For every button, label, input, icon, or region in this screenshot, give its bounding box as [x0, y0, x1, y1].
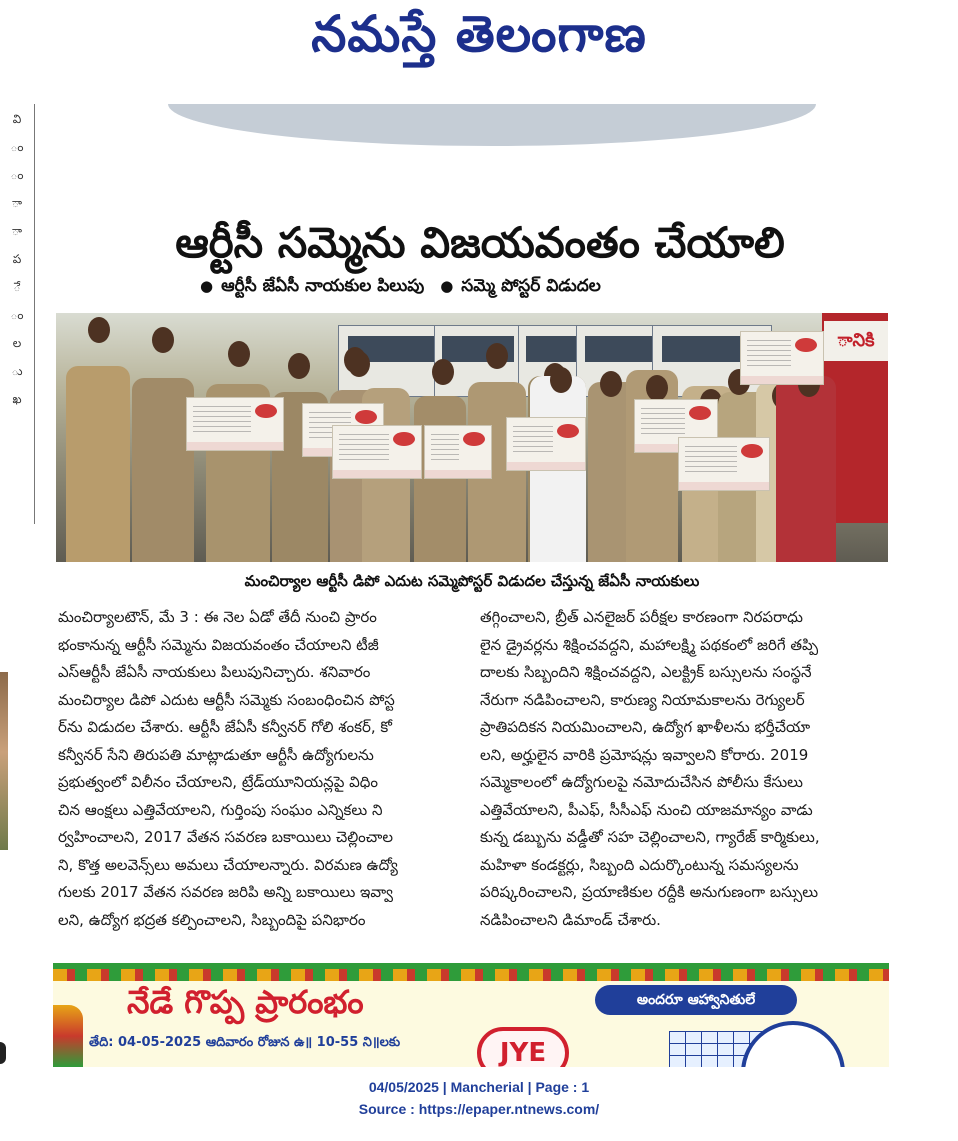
fragment-char: ం: [10, 168, 24, 182]
strike-poster: [740, 331, 824, 385]
person-figure: [132, 378, 194, 562]
strike-poster: [186, 397, 284, 451]
adjacent-dot-fragment: [0, 1042, 6, 1064]
person-head: [228, 341, 250, 367]
article-column-2: [480, 604, 890, 934]
fragment-char: ం: [10, 308, 24, 322]
strike-poster: [424, 425, 492, 479]
strike-poster: [332, 425, 422, 479]
article-column-1: [58, 604, 468, 934]
person-head: [344, 347, 366, 373]
news-photo: [56, 313, 888, 562]
subhead-item: ● సమ్మె పోస్టర్ విడుదల: [440, 276, 601, 300]
footer-source-link[interactable]: Source : https://epaper.ntnews.com/: [358, 1101, 600, 1117]
decorative-circle: [741, 1021, 845, 1067]
page-footer: [0, 1076, 958, 1120]
wall-sign: ానికి: [824, 321, 888, 361]
strike-poster: [506, 417, 586, 471]
photo-caption: మంచిర్యాల ఆర్టీసీ డిపో ఎదుట సమ్మెపోస్టర్ విడుదల చేస్తున్న జేఏసీ నాయకులు: [244, 572, 700, 590]
garland-decoration: [53, 969, 889, 981]
person-figure: [776, 376, 836, 562]
person-head: [550, 367, 572, 393]
strike-poster: [678, 437, 770, 491]
masthead: [0, 0, 958, 80]
ad-invite-badge: అందరూ ఆహ్వానితులే: [595, 985, 797, 1015]
fragment-char: ల: [12, 336, 22, 350]
fragment-char: ా: [11, 224, 23, 238]
flower-decoration: [53, 1005, 83, 1067]
fragment-char: ప: [12, 252, 22, 266]
fragment-char: ం: [10, 140, 24, 154]
adjacent-column-fragment: [0, 104, 35, 524]
person-head: [600, 371, 622, 397]
ad-date-line: తేది: 04-05-2025 ఆదివారం రోజున ఉ॥ 10-55 ని॥లకు: [89, 1035, 401, 1050]
fragment-char: ఖ: [12, 392, 22, 406]
person-head: [88, 317, 110, 343]
article-subheads: [200, 276, 760, 300]
adjacent-photo-fragment: [0, 672, 8, 850]
fragment-char: ే: [13, 280, 21, 294]
person-head: [486, 343, 508, 369]
person-head: [432, 359, 454, 385]
fragment-char: ు: [11, 364, 23, 378]
ad-brand-logo: JYE: [477, 1027, 569, 1067]
person-figure: [414, 396, 466, 562]
footer-meta: 04/05/2025 | Mancherial | Page : 1: [368, 1079, 590, 1095]
advertisement-banner: [53, 963, 889, 1067]
ad-heading: నేడే గొప్ప ప్రారంభం: [127, 983, 364, 1021]
subhead-item: ● ఆర్టీసీ జేఏసీ నాయకుల పిలుపు: [200, 276, 424, 300]
fragment-char: వి: [12, 112, 22, 126]
article-headline: ఆర్టీసీ సమ్మెను విజయవంతం చేయాలి: [175, 218, 785, 268]
article-body-text: తగ్గించాలని, బ్రీత్ ఎనలైజర్ పరీక్షల కారణంగా నిరపరాధు లైన డ్రైవర్లను శిక్షించవద్దని, మహాలక్ష్మి పథకంలో జరిగే తప్పి దాలకు సిబ్బందిని శిక్షించవద్దని, ఎలక్ట్రిక్ బస్సులను సంస్థనే నేరుగా నడిపించాలని, కారుణ్య నియామకాలను రెగ్యులర్ ప్రాతిపదికన నియమించాలని, ఉద్యోగ ఖాళీలను భర్తీచేయా లని, అర్హులైన వారికి ప్రమోషన్లు ఇవ్వాలని కోరారు. 2019 సమ్మెకాలంలో ఉద్యోగులపై నమోదుచేసిన పోలీసు కేసులు ఎత్తివేయాలని, పీఎఫ్, సీసీఎఫ్ నుంచి యాజమాన్యం వాడు కున్న డబ్బును వడ్డీతో సహ చెల్లించాలని, గ్యారేజ్ కార్మికులు, మహిళా కండక్టర్లు, సిబ్బంది ఎదుర్కొంటున్న సమస్యలను పరిష్కరించాలని, ప్రయాణికుల రద్దీకి అనుగుణంగా బస్సులు నడిపించాలని డిమాండ్ చేశారు.: [480, 608, 820, 929]
person-head: [288, 353, 310, 379]
article-body-text: మంచిర్యాలటౌన్, మే 3 : ఈ నెల ఏడో తేదీ నుంచి ప్రారం భంకానున్న ఆర్టీసీ సమ్మెను విజయవంతం చేయాలని టీజీ ఎస్ఆర్టీసీ జేఏసీ నాయకులు పిలుపునిచ్చారు. శనివారం మంచిర్యాల డిపో ఎదుట ఆర్టీసీ సమ్మెకు సంబంధించిన పోస్ట ర్‌ను విడుదల చేశారు. ఆర్టీసీ జేఏసీ కన్వీనర్ గోలి శంకర్, కో కన్వీనర్ సేని తిరుపతి మాట్లాడుతూ ఆర్టీసీ ఉద్యోగులను ప్రభుత్వంలో విలీనం చేయాలని, ట్రేడ్‌యూనియన్లపై విధిం చిన ఆంక్షలు ఎత్తివేయాలని, గుర్తింపు సంఘం ఎన్నికలు ని ర్వహించాలని, 2017 వేతన సవరణ బకాయిలు చెల్లించాల ని, కొత్త అలవెన్స్‌లు అమలు చేయాలన్నారు. విరమణ ఉద్యో గులకు 2017 వేతన సవరణ జరిపి అన్ని బకాయిలు ఇవ్వా లని, ఉద్యోగ భద్రత కల్పించాలని, సిబ్బందిపై పనిభారం: [58, 608, 398, 929]
person-figure: [66, 366, 130, 562]
newspaper-title: నమస్తే తెలంగాణ: [311, 4, 647, 63]
masthead-arc: [168, 104, 816, 146]
person-head: [646, 375, 668, 401]
person-head: [152, 327, 174, 353]
fragment-char: ా: [11, 196, 23, 210]
